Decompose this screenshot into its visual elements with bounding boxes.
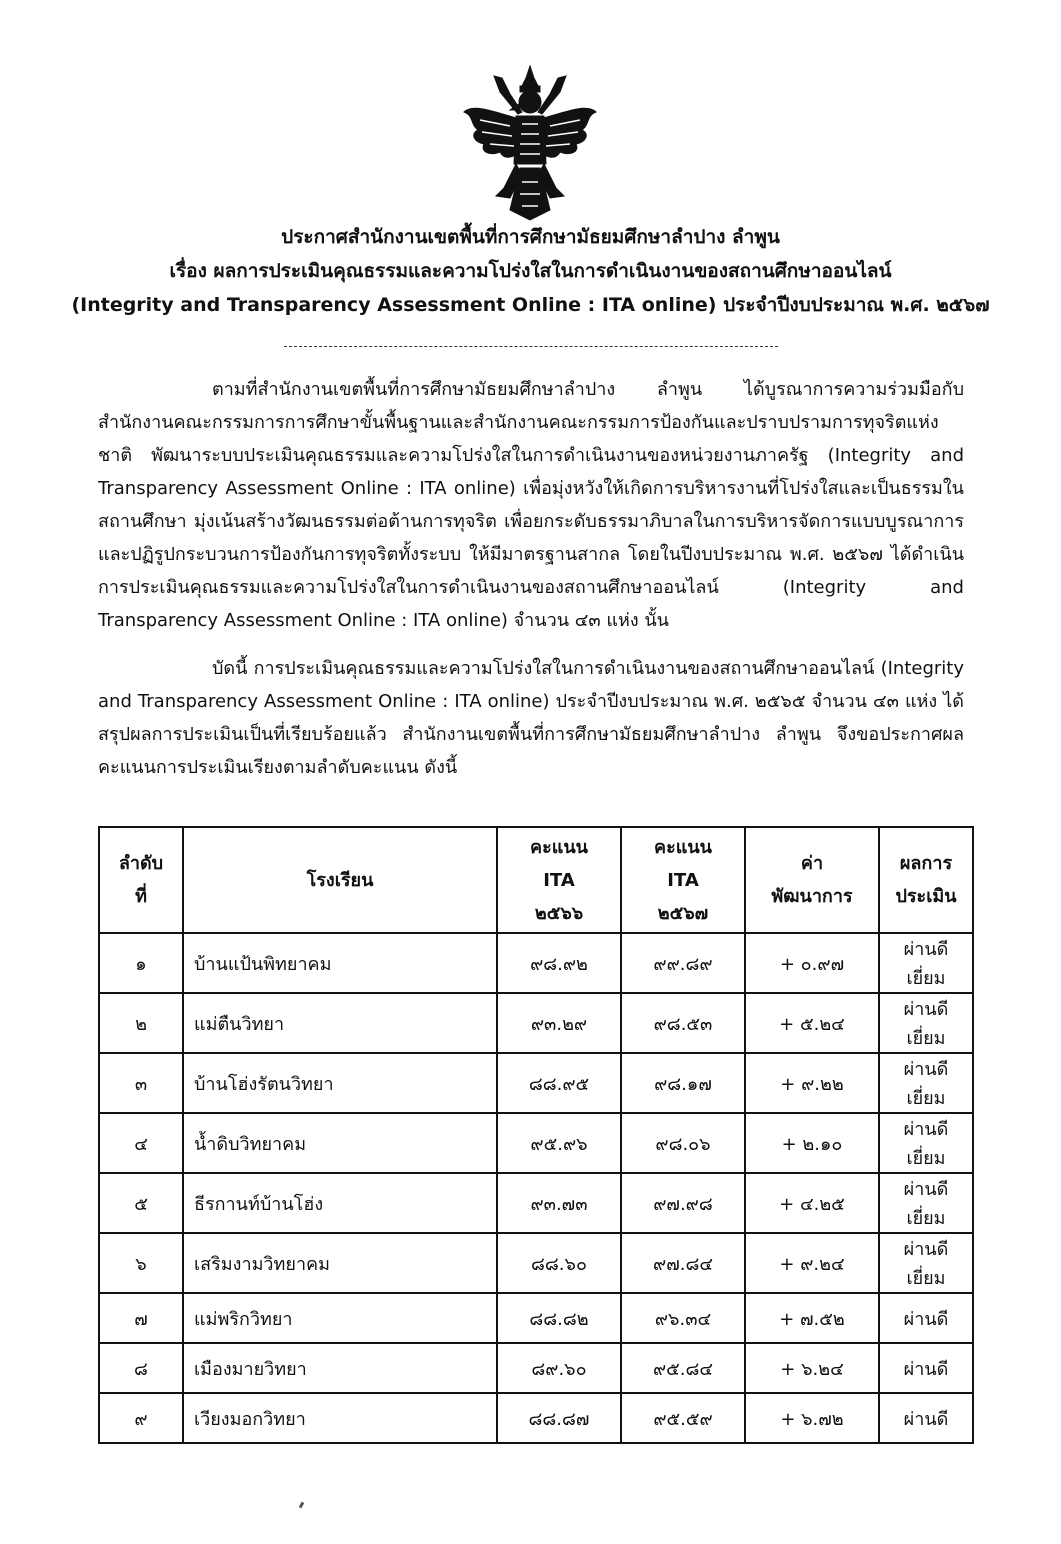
- cell-rank: ๑: [99, 933, 183, 993]
- cell-score-2567: ๙๙.๘๙: [621, 933, 745, 993]
- header-score-2567-line1: คะแนน: [654, 836, 712, 858]
- announcement-subject: เรื่อง ผลการประเมินคุณธรรมและความโปร่งใสในการดำเนินงานของสถานศึกษาออนไลน์: [169, 260, 892, 282]
- cell-score-2567: ๙๗.๙๘: [621, 1173, 745, 1233]
- cell-school: บ้านแป้นพิทยาคม: [183, 933, 497, 993]
- cell-result: ผ่านดี: [879, 1393, 973, 1443]
- cell-development: + ๒.๑๐: [745, 1113, 879, 1173]
- separator-line: [284, 346, 778, 347]
- cell-score-2566: ๙๓.๗๓: [497, 1173, 621, 1233]
- cell-development: + ๖.๗๒: [745, 1393, 879, 1443]
- cell-rank: ๗: [99, 1293, 183, 1343]
- cell-rank: ๖: [99, 1233, 183, 1293]
- cell-development: + ๙.๒๔: [745, 1233, 879, 1293]
- table-row: [99, 1173, 973, 1233]
- header-score-2566: [497, 827, 621, 933]
- header-development-line1: ค่า: [800, 853, 824, 874]
- cell-rank: ๓: [99, 1053, 183, 1113]
- header-school-label: โรงเรียน: [306, 869, 374, 891]
- header-school: [183, 827, 497, 933]
- table-row: [99, 933, 973, 993]
- header-score-2566-line1: คะแนน: [530, 836, 588, 858]
- cell-score-2566: ๘๘.๘๒: [497, 1293, 621, 1343]
- cell-school: น้ำดิบวิทยาคม: [183, 1113, 497, 1173]
- scan-speck: [299, 1502, 305, 1509]
- cell-rank: ๘: [99, 1343, 183, 1393]
- cell-result: ผ่านดีเยี่ยม: [879, 1113, 973, 1173]
- cell-result: ผ่านดีเยี่ยม: [879, 1233, 973, 1293]
- header-result: [879, 827, 973, 933]
- header-score-2566-line2: ITA: [543, 869, 575, 891]
- cell-score-2567: ๙๖.๓๔: [621, 1293, 745, 1343]
- cell-score-2566: ๘๘.๖๐: [497, 1233, 621, 1293]
- cell-score-2566: ๙๕.๙๖: [497, 1113, 621, 1173]
- garuda-emblem-icon: [460, 64, 600, 222]
- cell-score-2567: ๙๗.๘๔: [621, 1233, 745, 1293]
- cell-development: + ๗.๕๒: [745, 1293, 879, 1343]
- cell-development: + ๔.๒๕: [745, 1173, 879, 1233]
- header-rank: [99, 827, 183, 933]
- header-rank-line1: ลำดับ: [118, 853, 164, 874]
- cell-rank: ๒: [99, 993, 183, 1053]
- cell-result: ผ่านดีเยี่ยม: [879, 933, 973, 993]
- cell-score-2566: ๘๙.๖๐: [497, 1343, 621, 1393]
- cell-result: ผ่านดีเยี่ยม: [879, 1173, 973, 1233]
- table-row: [99, 1233, 973, 1293]
- cell-rank: ๕: [99, 1173, 183, 1233]
- cell-result: ผ่านดี: [879, 1343, 973, 1393]
- table-row: [99, 1293, 973, 1343]
- table-row: [99, 1343, 973, 1393]
- header-result-label: ผลการประเมิน: [895, 853, 957, 907]
- header-rank-line2: ที่: [135, 886, 147, 907]
- table-row: [99, 1053, 973, 1113]
- announcement-subject-english: (Integrity and Transparency Assessment Online : ITA online) ประจำปีงบประมาณ พ.ศ. ๒๕๖๗: [71, 294, 990, 316]
- table-row: [99, 1113, 973, 1173]
- cell-school: แม่ตืนวิทยา: [183, 993, 497, 1053]
- header-score-2567-line2: ITA: [667, 869, 699, 891]
- cell-result: ผ่านดีเยี่ยม: [879, 993, 973, 1053]
- header-score-2566-line3: ๒๕๖๖: [534, 902, 584, 924]
- cell-score-2566: ๙๘.๙๒: [497, 933, 621, 993]
- cell-score-2566: ๙๓.๒๙: [497, 993, 621, 1053]
- header-development-line2: พัฒนาการ: [771, 886, 853, 907]
- cell-school: เสริมงามวิทยาคม: [183, 1233, 497, 1293]
- cell-score-2567: ๙๘.๑๗: [621, 1053, 745, 1113]
- cell-development: + ๕.๒๔: [745, 993, 879, 1053]
- cell-development: + ๖.๒๔: [745, 1343, 879, 1393]
- cell-rank: ๔: [99, 1113, 183, 1173]
- table-row: [99, 1393, 973, 1443]
- cell-score-2566: ๘๘.๙๕: [497, 1053, 621, 1113]
- cell-score-2567: ๙๕.๕๙: [621, 1393, 745, 1443]
- cell-score-2567: ๙๘.๐๖: [621, 1113, 745, 1173]
- header-development: [745, 827, 879, 933]
- cell-result: ผ่านดี: [879, 1293, 973, 1343]
- cell-school: เมืองมายวิทยา: [183, 1343, 497, 1393]
- cell-rank: ๙: [99, 1393, 183, 1443]
- table-header-row: [99, 827, 973, 933]
- paragraph-background: ตามที่สำนักงานเขตพื้นที่การศึกษามัธยมศึกษาลำปาง ลำพูน ได้บูรณาการความร่วมมือกับสำนักงานคณะกรรมการการศึกษาขั้นพื้นฐานและสำนักงานคณะกรรมการป้องกันและปราบปรามการทุจริตแห่งชาติ พัฒนาระบบประเมินคุณธรรมและความโปร่งใสในการดำเนินงานของหน่วยงานภาครัฐ (Integrity and Transparency Assessment Online : ITA online) เพื่อมุ่งหวังให้เกิดการบริหารงานที่โปร่งใสและเป็นธรรมในสถานศึกษา มุ่งเน้นสร้างวัฒนธรรมต่อต้านการทุจริต เพื่อยกระดับธรรมาภิบาลในการบริหารจัดการแบบบูรณาการ และปฏิรูปกระบวนการป้องกันการทุจริตทั้งระบบ ให้มีมาตรฐานสากล โดยในปีงบประมาณ พ.ศ. ๒๕๖๗ ได้ดำเนินการประเมินคุณธรรมและความโปร่งใสในการดำเนินงานของสถานศึกษาออนไลน์ (Integrity and Transparency Assessment Online : ITA online) จำนวน ๔๓ แห่ง นั้น: [98, 379, 964, 631]
- cell-school: ธีรกานท์บ้านโฮ่ง: [183, 1173, 497, 1233]
- cell-school: บ้านโฮ่งรัตนวิทยา: [183, 1053, 497, 1113]
- cell-school: แม่พริกวิทยา: [183, 1293, 497, 1343]
- table-row: [99, 993, 973, 1053]
- cell-school: เวียงมอกวิทยา: [183, 1393, 497, 1443]
- cell-score-2567: ๙๕.๘๔: [621, 1343, 745, 1393]
- cell-score-2566: ๘๘.๘๗: [497, 1393, 621, 1443]
- header-score-2567-line3: ๒๕๖๗: [657, 902, 709, 924]
- cell-score-2567: ๙๘.๕๓: [621, 993, 745, 1053]
- header-score-2567: [621, 827, 745, 933]
- cell-development: + ๐.๙๗: [745, 933, 879, 993]
- results-table: [98, 826, 974, 1444]
- announcement-title: ประกาศสำนักงานเขตพื้นที่การศึกษามัธยมศึกษาลำปาง ลำพูน: [281, 226, 780, 248]
- cell-result: ผ่านดีเยี่ยม: [879, 1053, 973, 1113]
- cell-development: + ๙.๒๒: [745, 1053, 879, 1113]
- paragraph-announcement: บัดนี้ การประเมินคุณธรรมและความโปร่งใสในการดำเนินงานของสถานศึกษาออนไลน์ (Integrity and Transparency Assessment Online : ITA online) ประจำปีงบประมาณ พ.ศ. ๒๕๖๕ จำนวน ๔๓ แห่ง ได้สรุปผลการประเมินเป็นที่เรียบร้อยแล้ว สำนักงานเขตพื้นที่การศึกษามัธยมศึกษาลำปาง ลำพูน จึงขอประกาศผลคะแนนการประเมินเรียงตามลำดับคะแนน ดังนี้: [98, 658, 965, 778]
